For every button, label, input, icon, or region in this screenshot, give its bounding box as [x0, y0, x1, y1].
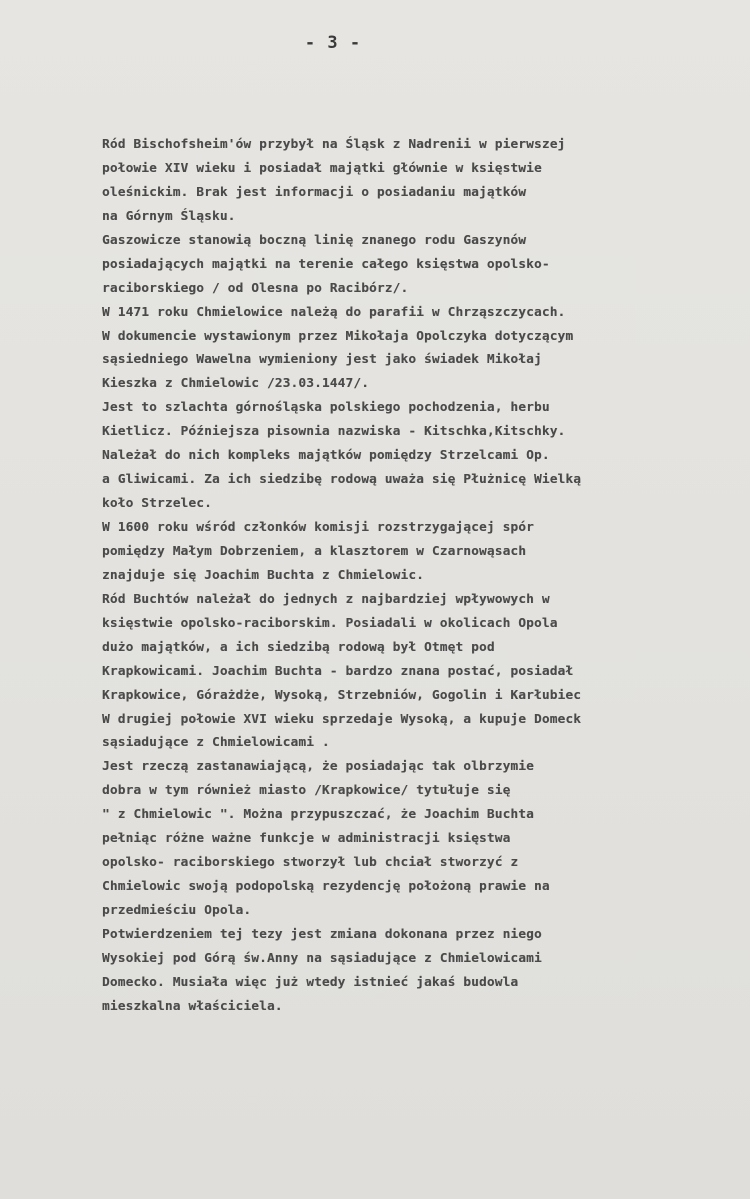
text-line: połowie XIV wieku i posiadał majątki głównie w księstwie — [102, 160, 542, 176]
text-line: Domecko. Musiała więc już wtedy istnieć jakaś budowla — [102, 974, 519, 990]
text-line: pomiędzy Małym Dobrzeniem, a klasztorem w Czarnowąsach — [102, 543, 527, 559]
text-line: Jest rzeczą zastanawiającą, że posiadając tak olbrzymie — [102, 759, 534, 775]
text-line: mieszkalna właściciela. — [102, 998, 283, 1014]
text-line: dobra w tym również miasto /Krapkowice/ tytułuje się — [102, 783, 511, 799]
text-line: pełniąc różne ważne funkcje w administracji księstwa — [102, 831, 511, 847]
text-line: dużo majątków, a ich siedzibą rodową był Otmęt pod — [102, 639, 495, 655]
text-line: a Gliwicami. Za ich siedzibę rodową uważa się Płużnicę Wielką — [102, 472, 582, 488]
text-line: sąsiadujące z Chmielowicami . — [102, 735, 330, 751]
text-line: W dokumencie wystawionym przez Mikołaja Opolczyka dotyczącym — [102, 328, 574, 344]
text-line: sąsiedniego Wawelna wymieniony jest jako świadek Mikołaj — [102, 352, 542, 368]
page-number: - 3 - — [304, 33, 362, 53]
text-line: Jest to szlachta górnośląska polskiego pochodzenia, herbu — [102, 400, 550, 416]
text-line: W drugiej połowie XVI wieku sprzedaje Wysoką, a kupuje Domeck — [102, 711, 582, 727]
text-line: Kieszka z Chmielowic /23.03.1447/. — [102, 376, 370, 392]
text-line: Ród Buchtów należał do jednych z najbardziej wpływowych w — [102, 591, 550, 607]
text-line: posiadających majątki na terenie całego księstwa opolsko- — [102, 256, 550, 272]
text-line: na Górnym Śląsku. — [102, 208, 236, 224]
text-line: Chmielowic swoją podopolską rezydencję położoną prawie na — [102, 879, 550, 895]
text-line: W 1600 roku wśród członków komisji rozstrzygającej spór — [102, 520, 534, 535]
text-line: księstwie opolsko-raciborskim. Posiadali w okolicach Opola — [102, 615, 558, 631]
text-line: Należał do nich kompleks majątków pomiędzy Strzelcami Op. — [102, 448, 550, 464]
text-line: oleśnickim. Brak jest informacji o posiadaniu majątków — [102, 184, 527, 200]
document-body — [102, 133, 742, 1019]
text-line: przedmieściu Opola. — [102, 903, 252, 918]
text-line: Krapkowice, Górażdże, Wysoką, Strzebniów, Gogolin i Karłubiec — [102, 687, 582, 703]
text-line: Ród Bischofsheim'ów przybył na Śląsk z Nadrenii w pierwszej — [102, 137, 566, 152]
text-line: Kietlicz. Późniejsza pisownia nazwiska - Kitschka,Kitschky. — [102, 424, 566, 440]
text-line: W 1471 roku Chmielowice należą do parafii w Chrząszczycach. — [102, 304, 566, 320]
text-line: raciborskiego / od Olesna po Racibórz/. — [102, 280, 409, 296]
text-line: Wysokiej pod Górą św.Anny na sąsiadujące z Chmielowicami — [102, 950, 542, 966]
text-line: koło Strzelec. — [102, 496, 212, 512]
text-line: " z Chmielowic ". Można przypuszczać, że Joachim Buchta — [102, 807, 534, 823]
text-line: Krapkowicami. Joachim Buchta - bardzo znana postać, posiadał — [102, 663, 574, 679]
text-line: opolsko- raciborskiego stworzył lub chciał stworzyć z — [102, 855, 519, 871]
text-line: znajduje się Joachim Buchta z Chmielowic. — [102, 567, 425, 583]
text-line: Gaszowicze stanowią boczną linię znanego rodu Gaszynów — [102, 232, 527, 248]
text-line: Potwierdzeniem tej tezy jest zmiana dokonana przez niego — [102, 926, 542, 942]
